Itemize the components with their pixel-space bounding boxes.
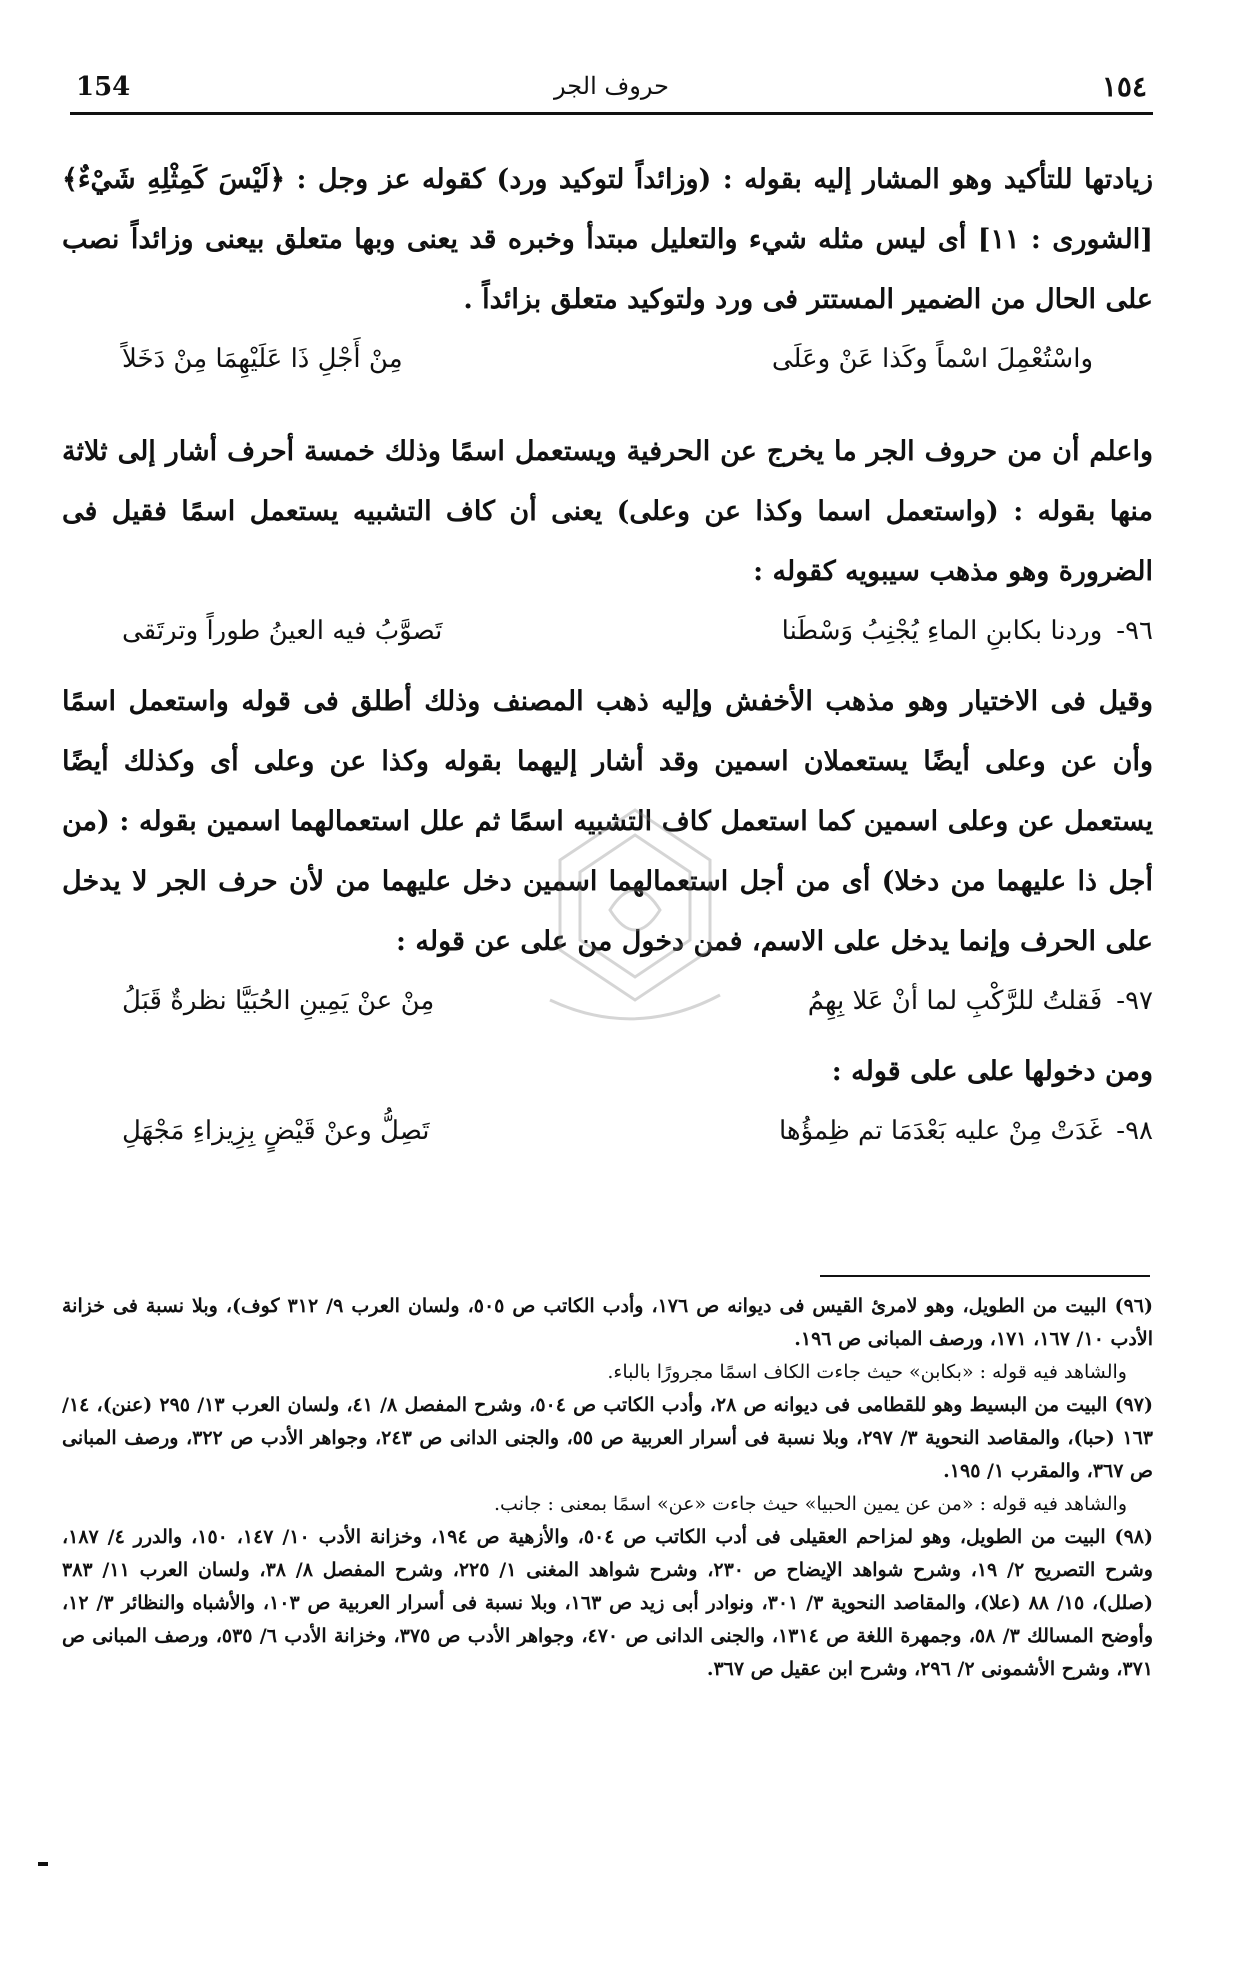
verse-98 [62, 1102, 1153, 1172]
verse-first-hemistich: فَقلتُ للرَّكْبِ لما أنْ عَلا بِهِمُ [807, 986, 1103, 1016]
footnote-divider [820, 1275, 1150, 1277]
verse-number: ٩٨- [1116, 1116, 1153, 1146]
paragraph-3: وقيل فى الاختيار وهو مذهب الأخفش وإليه ذهب المصنف وذلك أطلق فى قوله واستعمل اسمًا وأن عن وعلى أيضًا يستعملان اسمين وقد أشار إليهما بقوله وكذا عن وعلى أى وكذلك أيضًا يستعمل عن وعلى اسمين كما استعمل كاف التشبيه اسمًا ثم علل استعمالهما اسمين بقوله : (من أجل ذا عليهما من دخلا) أى من أجل استعمالهما اسمين دخل عليهما من لأن حرف الجر لا يدخل على الحرف وإنما يدخل على الاسم، فمن دخول من على عن قوله : [62, 686, 1153, 957]
paragraph-4: ومن دخولها على على قوله : [831, 1056, 1153, 1087]
page-header [70, 70, 1153, 115]
verse-number: ٩٦- [1116, 616, 1153, 646]
library-seal-watermark [540, 800, 730, 1030]
verse-first-hemistich: غَدَتْ مِنْ عليه بَعْدَمَا تم ظِمؤُها [778, 1116, 1103, 1146]
footnotes [62, 1290, 1153, 1686]
page-number-latin: 154 [76, 72, 131, 102]
paragraph-2: واعلم أن من حروف الجر ما يخرج عن الحرفية ويستعمل اسمًا وذلك خمسة أحرف أشار إلى ثلاثة منها بقوله : (واستعمل اسما وكذا عن وعلى) يعنى أن كاف التشبيه يستعمل اسمًا فقيل فى الضرورة وهو مذهب سيبويه كقوله : [62, 436, 1153, 587]
page-number-arabic: ١٥٤ [1101, 70, 1147, 103]
verse-first-hemistich: وردنا بكابنِ الماءِ يُجْنِبُ وَسْطَنا [781, 616, 1103, 646]
verse-second-hemistich: تَصِلُّ وعنْ قَيْضٍ بِزِيزاءِ مَجْهَلِ [122, 1116, 430, 1146]
footnote-96: (٩٦) البيت من الطويل، وهو لامرئ القيس فى ديوانه ص ١٧٦، وأدب الكاتب ص ٥٠٥، ولسان العرب ٩/ ٣١٢ كوف)، وبلا نسبة فى خزانة الأدب ١٠/ ١٦٧، ١٧١، ورصف المبانى ص ١٩٦. [62, 1295, 1153, 1350]
verse-number: ٩٧- [1116, 986, 1153, 1016]
footnote-97: (٩٧) البيت من البسيط وهو للقطامى فى ديوانه ص ٢٨، وأدب الكاتب ص ٥٠٤، وشرح المفصل ٨/ ٤١، ولسان العرب ١٣/ ٢٩٥ (عنن)، ١٤/ ١٦٣ (حبا)، والمقاصد النحوية ٣/ ٢٩٧، وبلا نسبة فى أسرار العربية ص ٥٥، والجنى الدانى ص ٢٤٣، وجواهر الأدب ص ٣٢٢، ورصف المبانى ص ٣٦٧، والمقرب ١/ ١٩٥. [62, 1394, 1153, 1482]
verse-first-hemistich: واسْتُعْمِلَ اسْماً وكَذا عَنْ وعَلَى [771, 344, 1093, 374]
verse-second-hemistich: مِنْ أَجْلِ ذَا عَلَيْهِمَا مِنْ دَخَلاً [122, 344, 403, 374]
footnote-96-witness: والشاهد فيه قوله : «بكابن» حيث جاءت الكاف اسمًا مجرورًا بالباء. [607, 1361, 1127, 1383]
verse-96 [62, 602, 1153, 672]
verse-second-hemistich: مِنْ عنْ يَمِينِ الحُبَيَّا نظرةٌ قَبَلُ [122, 986, 435, 1016]
verse-second-hemistich: تَصوَّبُ فيه العينُ طوراً وترتَقى [122, 616, 443, 646]
footnote-98: (٩٨) البيت من الطويل، وهو لمزاحم العقيلى فى أدب الكاتب ص ٥٠٤، والأزهية ص ١٩٤، وخزانة الأدب ١٠/ ١٤٧، ١٥٠، والدرر ٤/ ١٨٧، وشرح التصريح ٢/ ١٩، وشرح شواهد الإيضاح ص ٢٣٠، وشرح شواهد المغنى ١/ ٢٢٥، وشرح المفصل ٨/ ٣٨، ولسان العرب ١١/ ٣٨٣ (صلل)، ١٥/ ٨٨ (علا)، والمقاصد النحوية ٣/ ٣٠١، ونوادر أبى زيد ص ١٦٣، وبلا نسبة فى أسرار العربية ص ١٠٣، والأشباه والنظائر ٣/ ١٢، وأوضح المسالك ٣/ ٥٨، وجمهرة اللغة ص ١٣١٤، والجنى الدانى ص ٤٧٠، وجواهر الأدب ص ٣٧٥، وخزانة الأدب ٦/ ٥٣٥، ورصف المبانى ص ٣٧١، وشرح الأشمونى ٢/ ٢٩٦، وشرح ابن عقيل ص ٣٦٧. [62, 1526, 1154, 1680]
footnote-97-witness: والشاهد فيه قوله : «من عن يمين الحبيا» حيث جاءت «عن» اسمًا بمعنى : جانب. [494, 1493, 1127, 1515]
verse-alfiyya [62, 330, 1153, 400]
paragraph-1: زيادتها للتأكيد وهو المشار إليه بقوله : (وزائداً لتوكيد ورد) كقوله عز وجل : ﴿لَيْسَ كَمِثْلِهِ شَيْءٌ﴾ [الشورى : ١١] أى ليس مثله شيء والتعليل مبتدأ وخبره قد يعنى وبها متعلق بيعنى وزائداً نصب على الحال من الضمير المستتر فى ورد ولتوكيد متعلق بزائداً . [62, 164, 1153, 315]
running-title: حروف الجر [554, 72, 669, 100]
scan-mark [38, 1862, 48, 1866]
